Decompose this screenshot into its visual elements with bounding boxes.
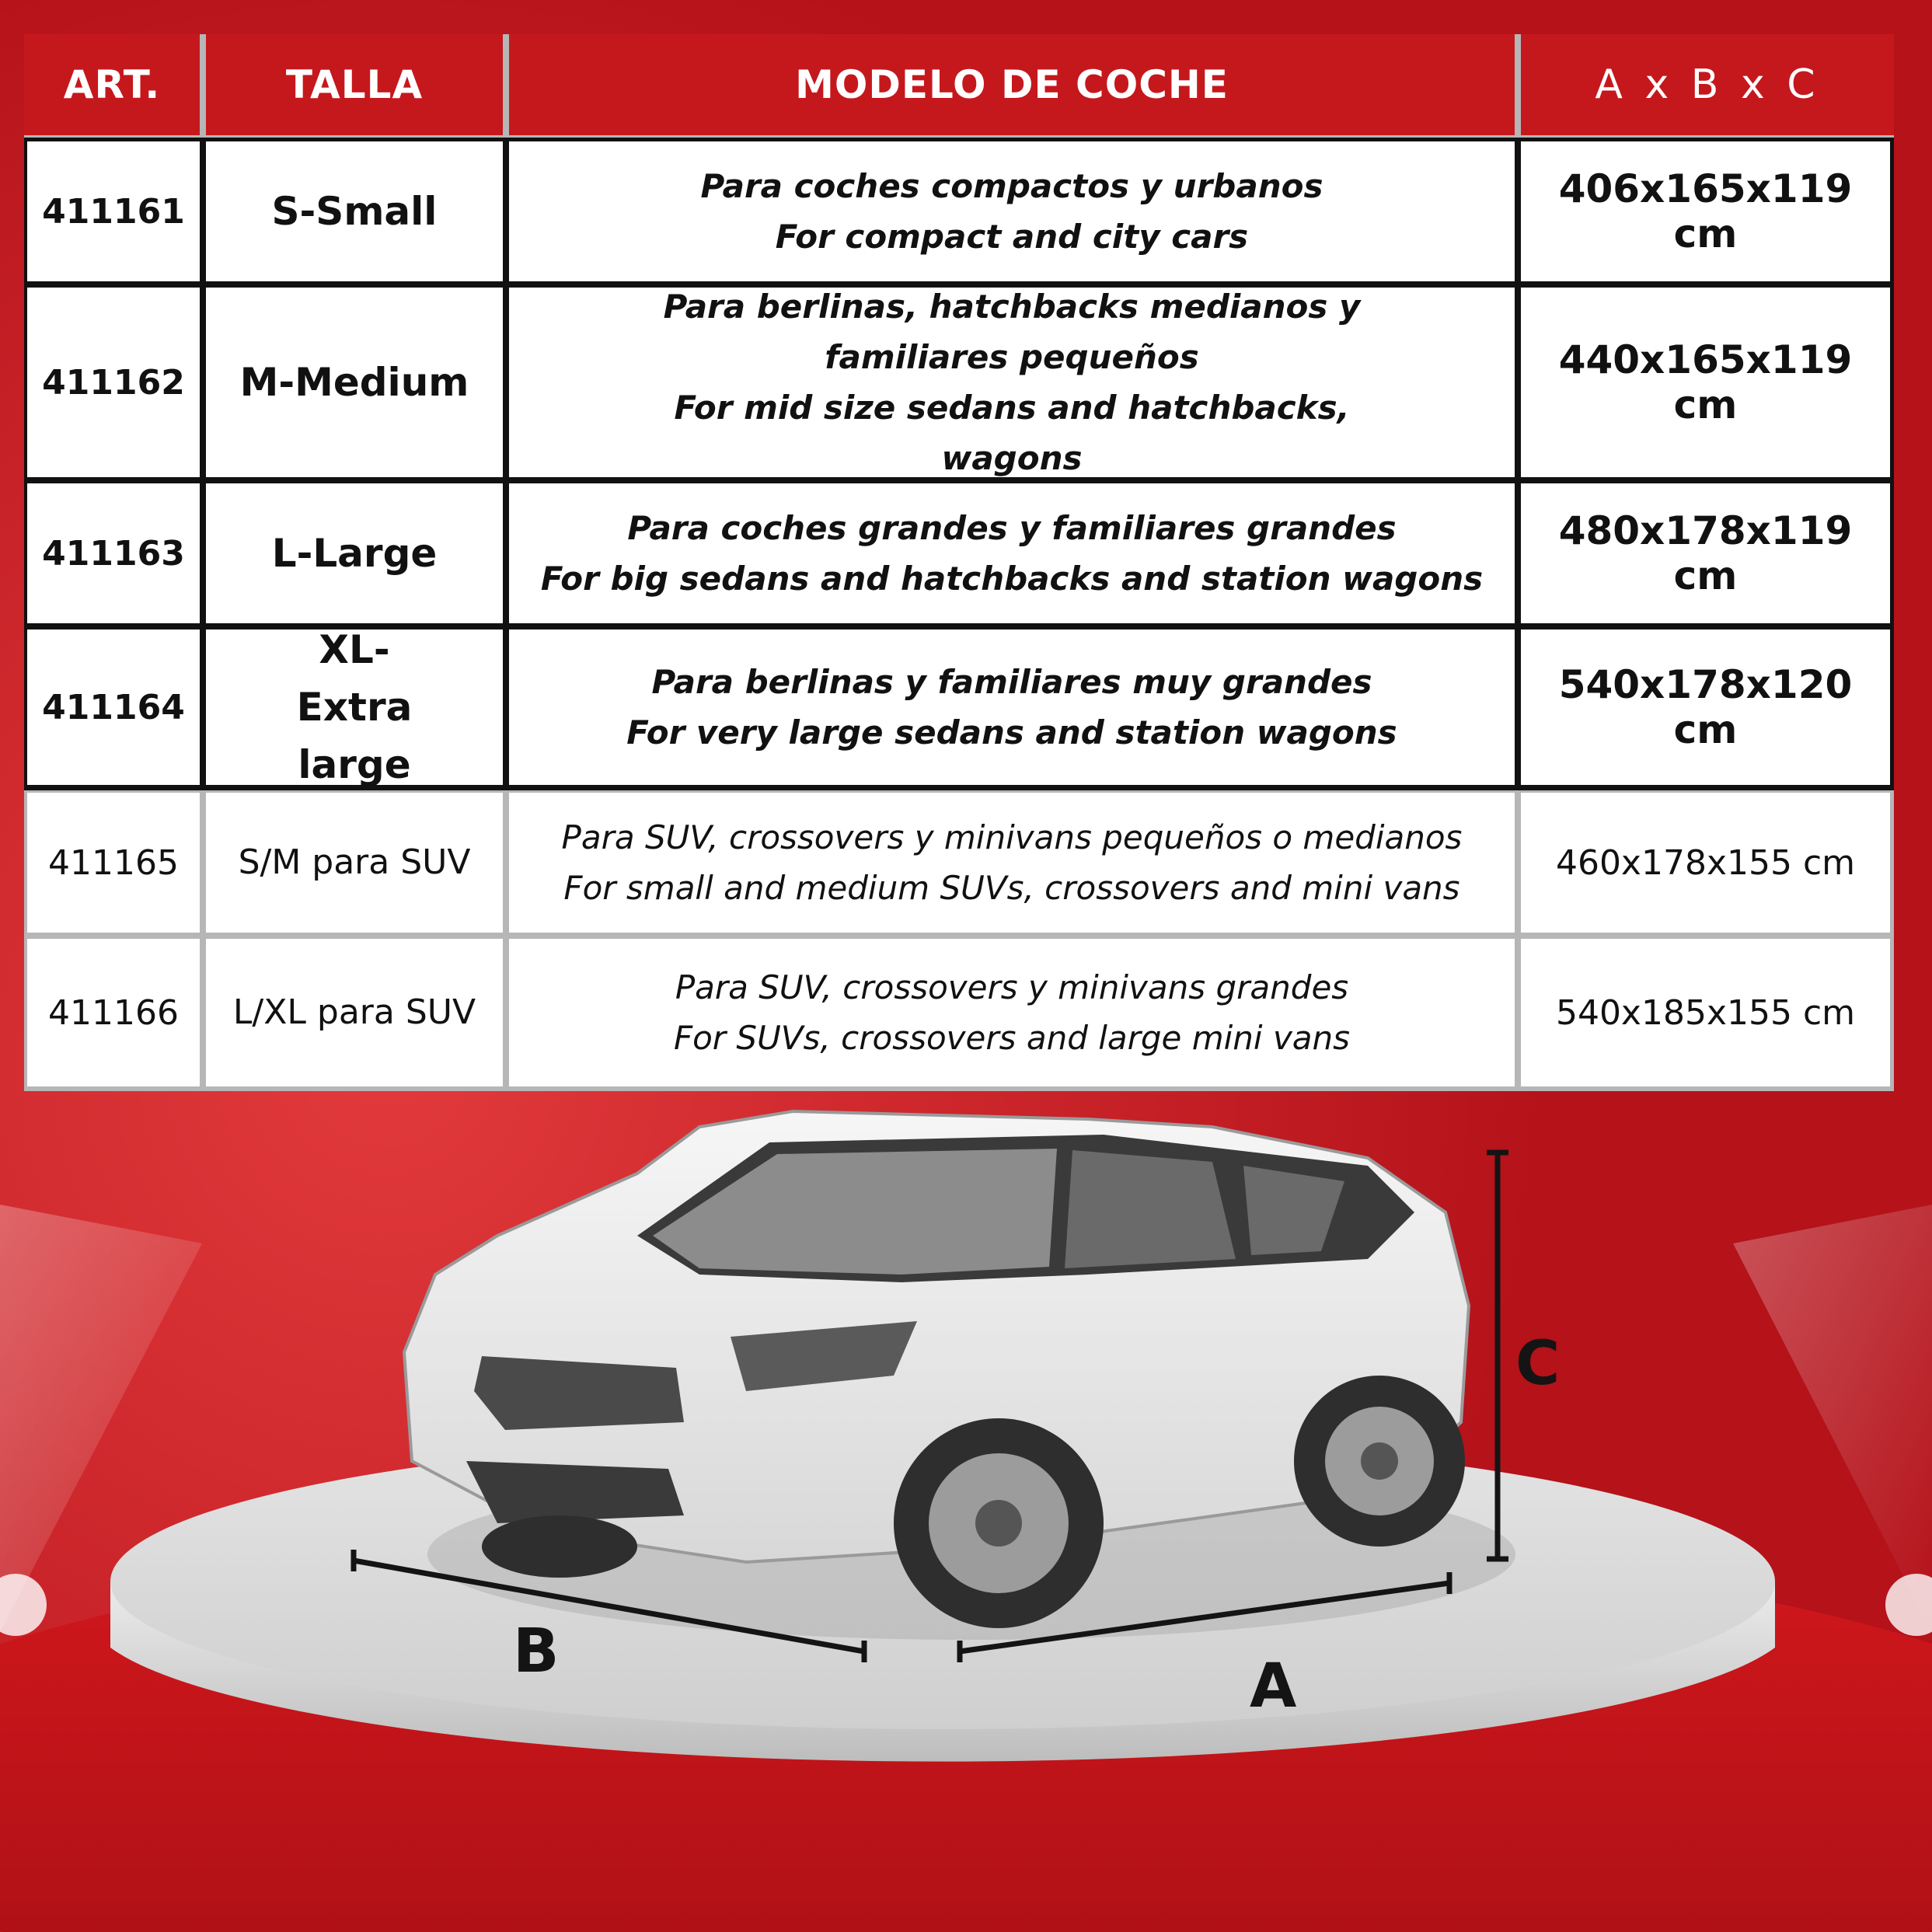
dimension-label-a: A — [1250, 1651, 1297, 1721]
cell-talla: S/M para SUV — [206, 793, 503, 933]
dimension-label-c: C — [1515, 1329, 1561, 1399]
cell-talla: XL- Extra large — [206, 629, 503, 785]
model-es: Para coches compactos y urbanos — [700, 167, 1323, 205]
cell-dimensions: 480x178x119 cm — [1521, 483, 1890, 623]
cell-model — [509, 939, 1515, 1086]
cell-talla: L-Large — [206, 483, 503, 623]
model-es: Para berlinas, hatchbacks medianos y familiares pequeños — [663, 288, 1361, 376]
cell-dimensions: 440x165x119 cm — [1521, 288, 1890, 477]
cell-model — [509, 288, 1515, 477]
cell-talla: M-Medium — [206, 288, 503, 477]
model-en: For big sedans and hatchbacks and station wagons — [540, 560, 1484, 598]
model-en: For SUVs, crossovers and large mini vans — [673, 1019, 1351, 1057]
model-en: For small and medium SUVs, crossovers and mini vans — [563, 869, 1460, 907]
cell-art: 411163 — [27, 483, 200, 623]
cell-model — [509, 793, 1515, 933]
model-en: For mid size sedans and hatchbacks, wagons — [674, 389, 1350, 477]
dimension-label-b: B — [513, 1616, 560, 1686]
cell-dimensions: 406x165x119 cm — [1521, 141, 1890, 281]
header-dimensions: A x B x C — [1521, 34, 1894, 135]
model-es: Para coches grandes y familiares grandes — [627, 509, 1397, 547]
cell-dimensions: 460x178x155 cm — [1521, 793, 1890, 933]
model-en: For compact and city cars — [775, 218, 1249, 256]
model-es: Para berlinas y familiares muy grandes — [651, 663, 1372, 701]
model-es: Para SUV, crossovers y minivans pequeños o medianos — [561, 818, 1463, 856]
header-talla: TALLA — [206, 34, 503, 135]
header-art: ART. — [24, 34, 200, 135]
cell-talla: S-Small — [206, 141, 503, 281]
cell-art: 411166 — [27, 939, 200, 1086]
model-es: Para SUV, crossovers y minivans grandes — [675, 968, 1349, 1006]
cell-art: 411162 — [27, 288, 200, 477]
cell-model — [509, 141, 1515, 281]
cell-model — [509, 629, 1515, 785]
cell-dimensions: 540x178x120 cm — [1521, 629, 1890, 785]
cell-model — [509, 483, 1515, 623]
size-table — [24, 34, 1894, 1091]
cell-art: 411164 — [27, 629, 200, 785]
cell-art: 411165 — [27, 793, 200, 933]
cell-dimensions: 540x185x155 cm — [1521, 939, 1890, 1086]
model-en: For very large sedans and station wagons — [626, 713, 1397, 752]
cell-talla: L/XL para SUV — [206, 939, 503, 1086]
cell-art: 411161 — [27, 141, 200, 281]
header-modelo: MODELO DE COCHE — [509, 34, 1515, 135]
